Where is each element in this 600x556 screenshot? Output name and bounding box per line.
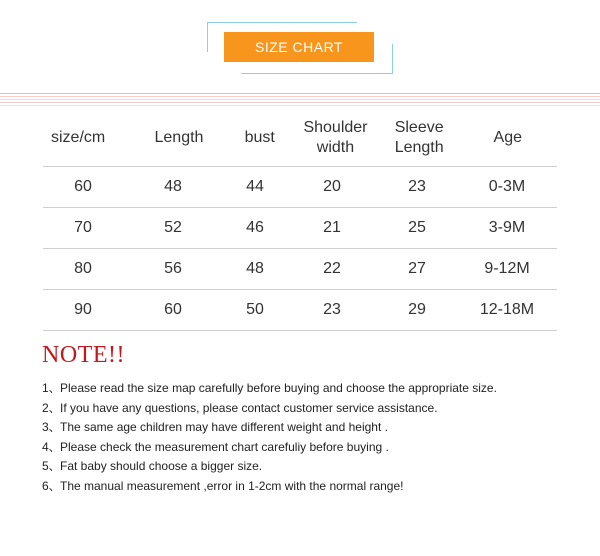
- header-shoulder-line1: Shoulder: [303, 119, 368, 136]
- header-size-label: size/cm: [51, 129, 106, 146]
- header-shoulder-width: [291, 118, 380, 158]
- cell-size: 90: [74, 301, 92, 318]
- header-sleeve-line1: Sleeve: [394, 119, 444, 136]
- size-table: [43, 110, 557, 331]
- cell-bust: 46: [246, 219, 264, 236]
- cell-length: 52: [164, 219, 182, 236]
- cell-shoulder: 22: [323, 260, 341, 277]
- notes-list: [42, 379, 582, 496]
- table-row: [43, 290, 557, 331]
- stripe: [0, 102, 600, 103]
- cell-shoulder: 21: [323, 219, 341, 236]
- header-age-label: Age: [493, 129, 522, 146]
- note-text: The manual measurement ,error in 1-2cm with the normal range!: [60, 478, 404, 493]
- cell-shoulder: 20: [323, 178, 341, 195]
- cell-age: 9-12M: [484, 260, 530, 277]
- stripe: [0, 105, 600, 106]
- size-chart-badge: SIZE CHART: [224, 32, 374, 62]
- table-header-row: [43, 110, 557, 167]
- cell-size: 80: [74, 260, 92, 277]
- cell-sleeve: 25: [408, 219, 426, 236]
- header-age: [459, 128, 557, 148]
- table-row: [43, 167, 557, 208]
- header-length-label: Length: [154, 129, 204, 146]
- note-title: NOTE!!: [42, 342, 125, 368]
- cell-age: 0-3M: [488, 178, 526, 195]
- note-item: [42, 457, 582, 477]
- cell-size: 60: [74, 178, 92, 195]
- note-text: Fat baby should choose a bigger size.: [60, 459, 263, 473]
- header-bust-label: bust: [244, 129, 275, 146]
- decorative-stripes: [0, 93, 600, 108]
- cell-bust: 44: [246, 178, 264, 195]
- cell-age: 12-18M: [479, 301, 535, 318]
- cell-sleeve: 23: [408, 178, 426, 195]
- cell-age: 3-9M: [488, 219, 526, 236]
- cell-sleeve: 29: [408, 301, 426, 318]
- cell-size: 70: [74, 219, 92, 236]
- note-item: [42, 418, 582, 438]
- note-number: 6、: [42, 478, 61, 493]
- cell-bust: 50: [246, 301, 264, 318]
- cell-length: 56: [164, 260, 182, 277]
- header-length: [130, 128, 228, 148]
- cell-bust: 48: [246, 260, 264, 277]
- cell-sleeve: 27: [408, 260, 426, 277]
- header-size: [43, 128, 130, 148]
- note-item: [42, 399, 582, 419]
- note-text: If you have any questions, please contact customer service assistance.: [60, 400, 438, 415]
- cell-length: 48: [164, 178, 182, 195]
- table-row: [43, 249, 557, 290]
- note-number: 1、: [42, 381, 61, 395]
- cell-shoulder: 23: [323, 301, 341, 318]
- size-chart-header: [207, 22, 393, 74]
- note-number: 5、: [42, 459, 61, 473]
- note-text: The same age children may have different weight and height .: [60, 420, 388, 434]
- stripe: [0, 96, 600, 97]
- stripe: [0, 99, 600, 100]
- note-item: [42, 438, 582, 458]
- note-item: [42, 379, 582, 399]
- note-item: [42, 477, 582, 497]
- note-number: 3、: [42, 420, 61, 434]
- header-sleeve-line2: Length: [394, 139, 444, 156]
- note-number: 2、: [42, 400, 61, 415]
- note-text: Please read the size map carefully before buying and choose the appropriate size.: [60, 381, 497, 395]
- header-sleeve-length: [380, 118, 459, 158]
- cell-length: 60: [164, 301, 182, 318]
- note-number: 4、: [42, 439, 61, 454]
- header-shoulder-line2: width: [316, 139, 355, 156]
- header-bust: [228, 128, 291, 148]
- stripe: [0, 93, 600, 94]
- table-row: [43, 208, 557, 249]
- note-text: Please check the measurement chart carefuliy before buying .: [60, 439, 389, 454]
